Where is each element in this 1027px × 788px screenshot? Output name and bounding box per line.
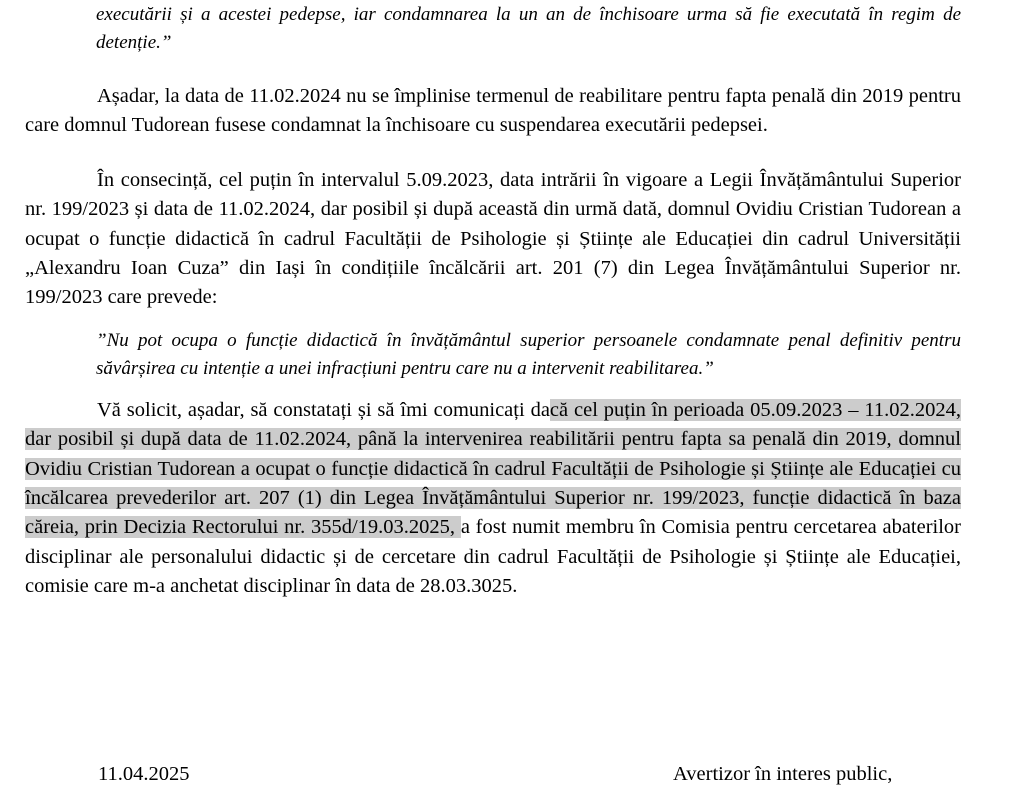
quoted-law-provision: ”Nu pot ocupa o funcție didactică în învățământul superior persoanele condamnate penal definitiv pentru săvârșirea cu intenție a unei infracțiuni pentru care nu a intervenit reabilitarea.”: [96, 329, 961, 379]
paragraph-rehabilitation-term: Așadar, la data de 11.02.2024 nu se împlinise termenul de reabilitare pentru fapta penală din 2019 pentru care domnul Tudorean fusese condamnat la închisoare cu suspendarea executării pedepsei.: [25, 85, 961, 137]
request-text-start: Vă solicit, așadar, să constatați și să îmi comunicați da: [97, 398, 550, 421]
paragraph-consequence: În consecință, cel puțin în intervalul 5.09.2023, data intrării în vigoare a Legii Învățământului Superior nr. 199/2023 și data de 11.02.2024, dar posibil și după această din urmă dată, domnul Ovidiu Cristian Tudorean a ocupat o funcție didactică în cadrul Facultății de Psihologie și Științe ale Educației din cadrul Universității „Alexandru Ioan Cuza” din Iași în condițiile încălcării art. 201 (7) din Legea Învățământului Superior nr. 199/2023 care prevede:: [25, 168, 961, 309]
signature-line: Avertizor în interes public,: [673, 763, 893, 785]
request-text-end: a fost numit membru în Comisia pentru cercetarea abaterilor disciplinar ale personalului didactic și de cercetare din cadrul Facultății de Psihologie și Științe ale Educației, comisie care m-a anchetat disciplinar în data de 28.03.3025.: [25, 516, 962, 598]
document-date: 11.04.2025: [98, 763, 190, 785]
quoted-sentence-continuation: executării și a acestei pedepse, iar condamnarea la un an de închisoare urma să fie executată în regim de detenție.”: [96, 4, 961, 53]
document-page: [25, 0, 961, 602]
paragraph-request: [25, 396, 961, 602]
highlighted-text: că cel puțin în perioada 05.09.2023 – 11.02.2024, dar posibil și după data de 11.02.2024, până la intervenirea reabilitării pentru fapta sa penală din 2019, domnul Ovidiu Cristian Tudorean a ocupat o funcție didactică în cadrul Facultății de Psihologie și Științe ale Educației cu încălcarea prevederilor art. 207 (1) din Legea Învățământului Superior nr. 199/2023, funcție didactică în baza căreia, prin Decizia Rectorului nr. 355d/19.03.2025,: [25, 398, 961, 539]
